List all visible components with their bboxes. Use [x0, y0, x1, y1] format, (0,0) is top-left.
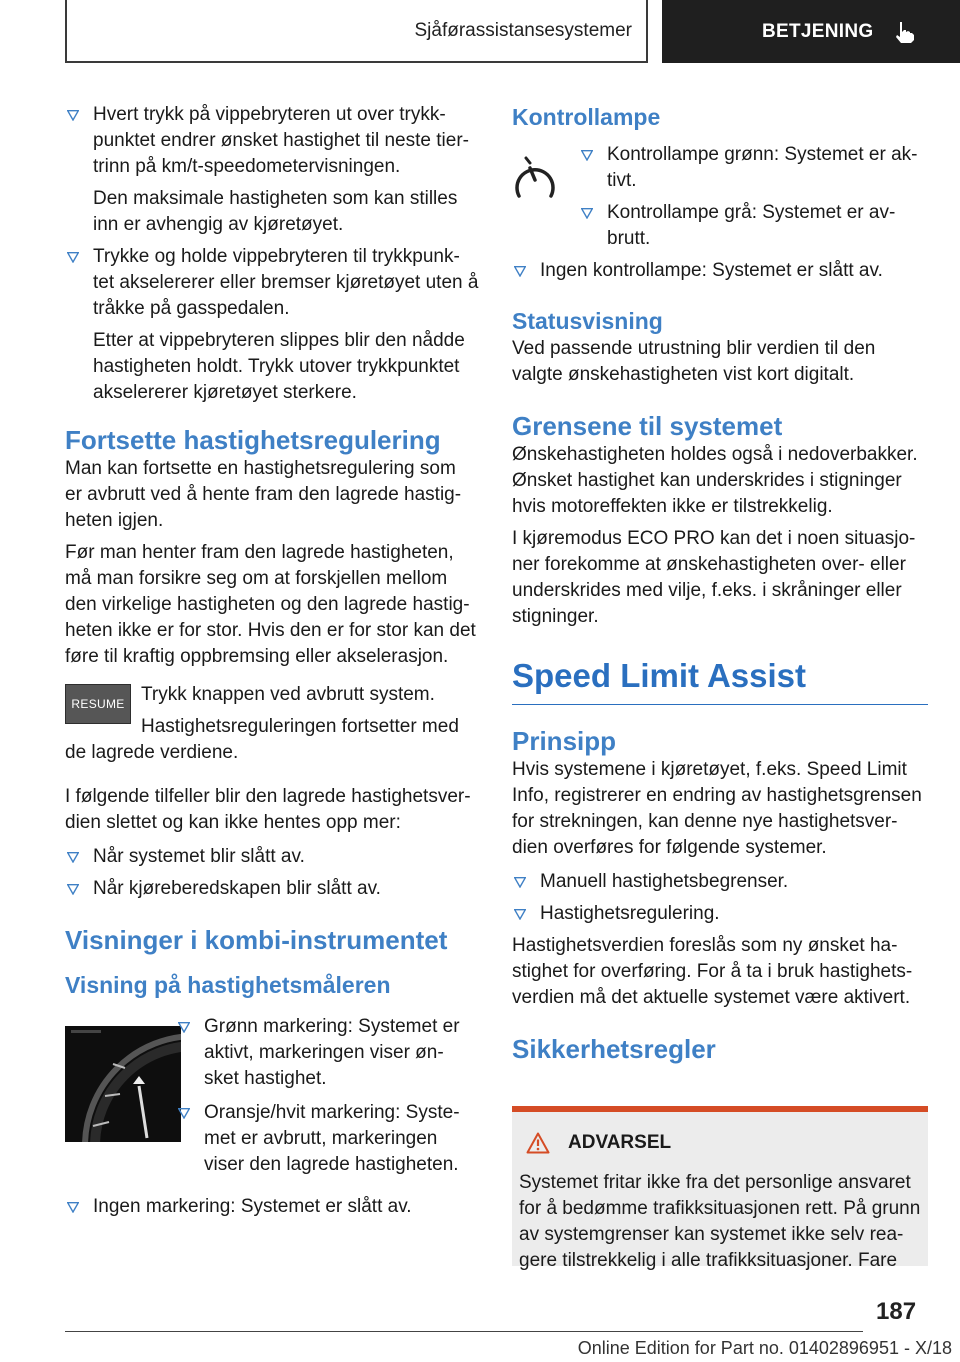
- bullet-triangle-icon: [67, 1202, 79, 1213]
- text-line: I kjøremodus ECO PRO kan det i noen situasjo-: [512, 528, 916, 549]
- speedometer-image: [65, 1026, 181, 1142]
- text-line: hastigheten holdt. Trykk utover trykkpunktet: [93, 356, 460, 377]
- heading-speed-limit-assist: Speed Limit Assist: [512, 656, 928, 705]
- running-header-section: [65, 0, 648, 63]
- heading-statusvisning: Statusvisning: [512, 308, 663, 334]
- speedometer-indicator-icon: [512, 156, 558, 202]
- text-line: Når systemet blir slått av.: [93, 846, 305, 867]
- text-line: må man forsikre seg om at forskjellen mellom: [65, 568, 448, 589]
- list-item: [579, 200, 928, 252]
- heading-visninger: Visninger i kombi-instrumentet: [65, 925, 448, 955]
- gauge-bullets: [176, 1014, 480, 1178]
- text-line: føre til kraftig oppbremsing eller akselerasjon.: [65, 646, 449, 667]
- text-line: for strekningen, kan denne nye hastighetsver-: [512, 811, 898, 832]
- list-item: [512, 901, 928, 927]
- heading-fortsette: Fortsette hastighetsregulering: [65, 425, 441, 455]
- warning-title: ADVARSEL: [568, 1132, 672, 1153]
- list-item: [65, 102, 480, 238]
- text-line: Systemet fritar ikke fra det personlige ansvaret: [519, 1172, 911, 1193]
- text-line: trinn på km/t-speedometervisningen.: [93, 156, 401, 177]
- text-line: Ingen kontrollampe: Systemet er slått av.: [540, 260, 883, 281]
- text-line: Ønsket hastighet kan underskrides i stigninger: [512, 470, 902, 491]
- text-line: Trykke og holde vippebryteren til trykkpunk-: [93, 246, 460, 267]
- page-number: 187: [876, 1298, 917, 1325]
- text-line: Etter at vippebryteren slippes blir den nådde: [93, 330, 465, 351]
- text-line: akselererer kjøretøyet sterkere.: [93, 382, 357, 403]
- text-line: gere tilstrekkelig i alle trafikksituasjoner. Fare: [519, 1250, 898, 1271]
- right-column: [512, 96, 928, 1065]
- text-line: Hastighetsregulering.: [540, 903, 720, 924]
- footer-edition: Online Edition for Part no. 01402896951 - X/18: [577, 1338, 952, 1358]
- text-line: brutt.: [607, 228, 651, 249]
- footer-divider: [65, 1331, 863, 1332]
- text-line: stighet for overføring. For å ta i bruk hastighets-: [512, 961, 913, 982]
- heading-kontrollampe: Kontrollampe: [512, 104, 661, 130]
- text-line: punktet endrer ønsket hastighet til neste tier-: [93, 130, 469, 151]
- text-line: Ingen markering: Systemet er slått av.: [93, 1196, 412, 1217]
- text-line: Oransje/hvit markering: Syste-: [204, 1102, 460, 1123]
- text-line: Info, registrerer en endring av hastighetsgrensen: [512, 785, 922, 806]
- text-line: dien slettet og kan ikke hentes opp mer:: [65, 812, 401, 833]
- text-line: Trykk knappen ved avbrutt system.: [141, 684, 435, 705]
- text-line: Hastighetsreguleringen fortsetter med: [141, 716, 459, 737]
- text-line: Hvert trykk på vippebryteren ut over trykk-: [93, 104, 446, 125]
- bullet-triangle-icon: [581, 150, 593, 161]
- text-line: underskrides med vilje, f.eks. i skråninger eller: [512, 580, 902, 601]
- text-line: met er avbrutt, markeringen: [204, 1128, 438, 1149]
- text-line: dien overføres for følgende systemer.: [512, 837, 827, 858]
- text-line: sket hastighet.: [204, 1068, 327, 1089]
- list-item: [176, 1100, 480, 1178]
- list-item: [65, 244, 480, 406]
- text-line: viser den lagrede hastigheten.: [204, 1154, 459, 1175]
- bullet-triangle-icon: [67, 852, 79, 863]
- text-line: Ønskehastigheten holdes også i nedoverbakker.: [512, 444, 918, 465]
- running-header-chapter: [662, 0, 960, 63]
- text-line: aktivt, markeringen viser øn-: [204, 1042, 444, 1063]
- list-item: [512, 258, 928, 284]
- bullet-triangle-icon: [514, 266, 526, 277]
- bullet-triangle-icon: [514, 909, 526, 920]
- text-line: for å bedømme trafikksituasjonen rett. På grunn: [519, 1198, 921, 1219]
- text-line: heten ikke er for stor. Hvis den er for stor kan det: [65, 620, 476, 641]
- text-line: Hastighetsverdien foreslås som ny ønsket ha-: [512, 935, 898, 956]
- kontrollampe-section: [512, 142, 928, 252]
- list-item: [65, 844, 480, 870]
- bullet-triangle-icon: [178, 1108, 190, 1119]
- text-line: de lagrede verdiene.: [65, 742, 239, 763]
- hand-pointer-icon: [891, 19, 917, 45]
- left-column: [65, 96, 480, 1220]
- text-line: Man kan fortsette en hastighetsregulering som: [65, 458, 456, 479]
- warning-title-row: [526, 1132, 671, 1154]
- list-item: [65, 1194, 480, 1220]
- chapter-title: BETJENING: [762, 20, 874, 42]
- gauge-section: [65, 1014, 480, 1194]
- resume-row: [65, 682, 480, 740]
- list-item: [579, 142, 928, 194]
- text-line: hvis motoreffekten ikke er tilstrekkelig.: [512, 496, 833, 517]
- text-line: er avbrutt ved å hente fram den lagrede hastig-: [65, 484, 462, 505]
- text-line: tivt.: [607, 170, 637, 191]
- heading-sikkerhetsregler: Sikkerhetsregler: [512, 1034, 716, 1064]
- text-line: stigninger.: [512, 606, 599, 627]
- bullet-triangle-icon: [514, 877, 526, 888]
- text-line: Når kjøreberedskapen blir slått av.: [93, 878, 381, 899]
- warning-text: [519, 1170, 923, 1274]
- bullet-triangle-icon: [178, 1022, 190, 1033]
- warning-box: [512, 1106, 928, 1271]
- resume-button[interactable]: RESUME: [65, 684, 131, 724]
- section-title: Sjåførassistansesystemer: [414, 19, 632, 41]
- bullet-triangle-icon: [581, 208, 593, 219]
- text-line: tet akselererer eller bremser kjøretøyet uten å: [93, 272, 479, 293]
- text-line: I følgende tilfeller blir den lagrede hastighetsver-: [65, 786, 471, 807]
- text-line: inn er avhengig av kjøretøyet.: [93, 214, 344, 235]
- text-line: verdien må det aktuelle systemet være aktivert.: [512, 987, 911, 1008]
- list-item: [512, 869, 928, 895]
- text-line: heten igjen.: [65, 510, 164, 531]
- bullet-triangle-icon: [67, 884, 79, 895]
- kontrollampe-bullets: [579, 142, 928, 252]
- text-line: den virkelige hastigheten og den lagrede hastig-: [65, 594, 470, 615]
- bullet-triangle-icon: [67, 252, 79, 263]
- text-line: Hvis systemene i kjøretøyet, f.eks. Speed Limit: [512, 759, 907, 780]
- text-line: valgte ønskehastigheten vist kort digitalt.: [512, 364, 855, 385]
- text-line: tråkke på gasspedalen.: [93, 298, 290, 319]
- text-line: ner forekomme at ønskehastigheten over- eller: [512, 554, 906, 575]
- text-line: Kontrollampe grønn: Systemet er ak-: [607, 144, 918, 165]
- text-line: Grønn markering: Systemet er: [204, 1016, 460, 1037]
- text-line: av systemgrenser kan systemet ikke selv rea-: [519, 1224, 904, 1245]
- text-line: Den maksimale hastigheten som kan stilles: [93, 188, 458, 209]
- text-line: Kontrollampe grå: Systemet er av-: [607, 202, 896, 223]
- heading-grensene: Grensene til systemet: [512, 411, 783, 441]
- heading-prinsipp: Prinsipp: [512, 726, 617, 756]
- list-item: [176, 1014, 480, 1092]
- text-line: Ved passende utrustning blir verdien til den: [512, 338, 876, 359]
- bullet-triangle-icon: [67, 110, 79, 121]
- warning-triangle-icon: [526, 1132, 550, 1154]
- list-item: [65, 876, 480, 902]
- heading-visning-hastighet: Visning på hastighetsmåleren: [65, 972, 391, 998]
- text-line: Før man henter fram den lagrede hastigheten,: [65, 542, 454, 563]
- text-line: Manuell hastighetsbegrenser.: [540, 871, 789, 892]
